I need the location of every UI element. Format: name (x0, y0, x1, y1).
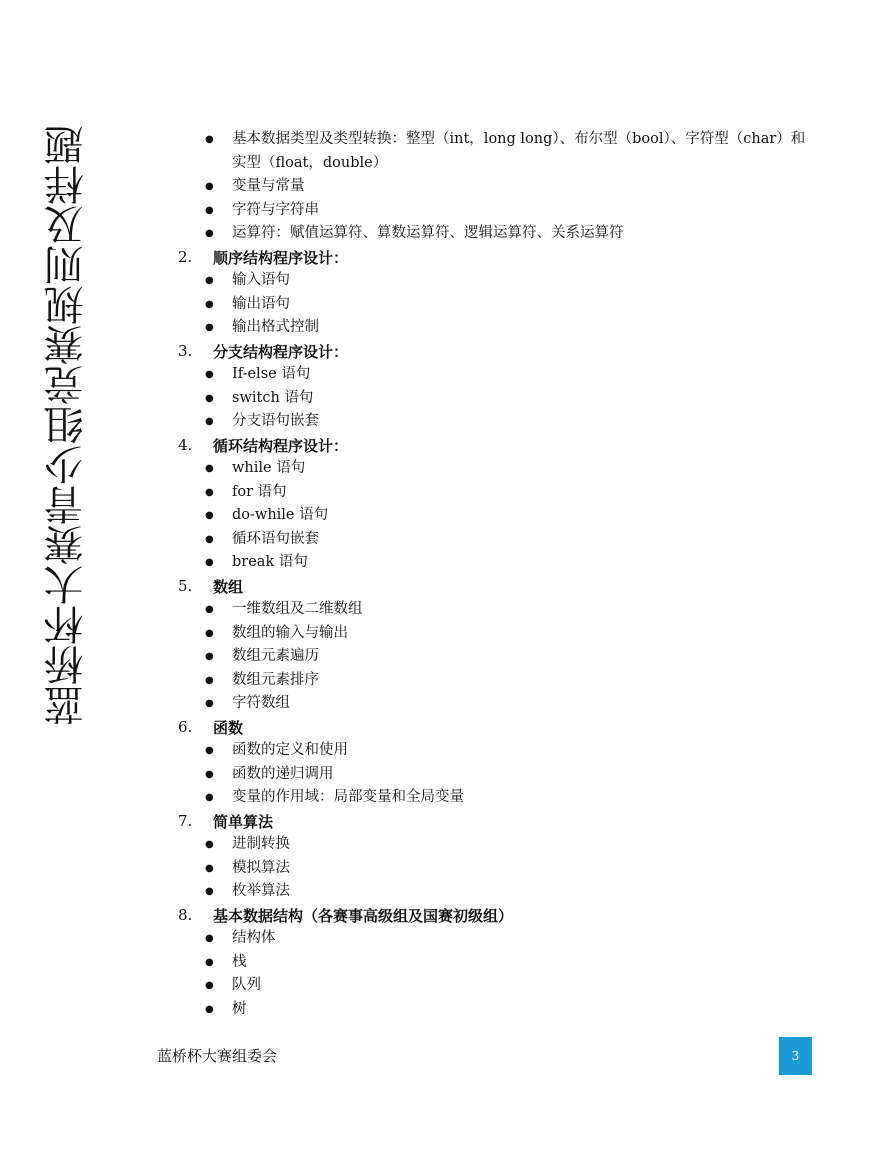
bullet-icon: ● (205, 204, 214, 216)
list-item-text: 数组的输入与输出 (232, 624, 348, 641)
section (178, 810, 818, 904)
list-item-text: 输出语句 (232, 295, 290, 312)
bullet-icon: ● (205, 886, 214, 897)
list-item (178, 128, 818, 175)
bullet-list (178, 598, 818, 716)
list-item-text: 输出格式控制 (232, 319, 319, 335)
section-title: 数组 (213, 577, 244, 596)
section-number: 5. (178, 577, 193, 596)
section-number: 8. (178, 906, 193, 925)
bullet-icon: ● (205, 933, 214, 944)
list-item (178, 504, 818, 528)
bullet-icon: ● (205, 181, 214, 192)
bullet-icon: ● (205, 369, 214, 380)
footer-organization: 蓝桥杯大赛组委会 (157, 1047, 278, 1065)
list-item (178, 833, 818, 857)
section-number: 2. (178, 248, 193, 267)
list-item (178, 622, 818, 646)
bullet-icon: ● (205, 768, 214, 780)
section-heading (178, 434, 818, 458)
list-item (178, 551, 818, 575)
bullet-icon: ● (205, 980, 214, 991)
list-item-text: 队列 (232, 977, 261, 993)
list-item (178, 598, 818, 622)
page-number-badge (779, 1037, 812, 1075)
bullet-icon: ● (205, 416, 214, 427)
list-item-text: 栈 (232, 953, 247, 970)
list-item-text: 进制转换 (232, 836, 290, 852)
section-heading (178, 810, 818, 834)
list-item-text: do-while 语句 (232, 507, 329, 523)
bullet-list (178, 927, 818, 1021)
list-item-text: 循环语句嵌套 (232, 530, 319, 547)
list-item (178, 786, 818, 810)
list-item (178, 387, 818, 411)
list-item-text: 树 (232, 1000, 247, 1017)
bullet-icon: ● (205, 392, 214, 404)
list-item (178, 199, 818, 223)
list-item (178, 645, 818, 669)
list-item (178, 669, 818, 693)
list-item-text: switch 语句 (232, 389, 314, 406)
list-item (178, 951, 818, 975)
section (178, 575, 818, 716)
bullet-icon: ● (205, 533, 214, 545)
bullet-icon: ● (205, 510, 214, 521)
bullet-icon: ● (205, 275, 214, 286)
list-item-text: 变量的作用域：局部变量和全局变量 (232, 789, 464, 805)
section-heading (178, 246, 818, 270)
list-item-text: while 语句 (232, 460, 306, 476)
bullet-icon: ● (205, 956, 214, 968)
bullet-list (178, 128, 818, 246)
list-item (178, 316, 818, 340)
page-number: 3 (791, 1049, 800, 1063)
section-title: 函数 (213, 718, 244, 737)
section-number: 3. (178, 342, 193, 361)
bullet-icon: ● (205, 463, 214, 474)
list-item (178, 293, 818, 317)
bullet-icon: ● (205, 627, 214, 639)
list-item (178, 269, 818, 293)
section-number: 4. (178, 436, 193, 455)
bullet-icon: ● (205, 1003, 214, 1015)
bullet-icon: ● (205, 322, 214, 333)
list-item (178, 175, 818, 199)
bullet-icon: ● (205, 862, 214, 874)
bullet-icon: ● (205, 604, 214, 615)
list-item-text: break 语句 (232, 554, 308, 570)
bullet-list (178, 833, 818, 904)
bullet-icon: ● (205, 792, 214, 803)
list-item-text: 字符数组 (232, 695, 290, 711)
list-item-text: 分支语句嵌套 (232, 413, 319, 429)
list-item (178, 692, 818, 716)
section-heading (178, 904, 818, 928)
list-item-text: 结构体 (232, 930, 276, 946)
list-item-text: If-else 语句 (232, 366, 311, 382)
list-item-text: 枚举算法 (232, 883, 290, 899)
bullet-icon: ● (205, 651, 214, 662)
list-item (178, 528, 818, 552)
list-item-text: 一维数组及二维数组 (232, 601, 363, 617)
list-item (178, 880, 818, 904)
list-item-text: 数组元素排序 (232, 671, 319, 688)
side-title (40, 125, 92, 725)
bullet-icon: ● (205, 486, 214, 498)
section-title: 顺序结构程序设计： (213, 248, 349, 267)
section-heading (178, 340, 818, 364)
list-item (178, 763, 818, 787)
list-item (178, 410, 818, 434)
bullet-icon: ● (205, 134, 214, 145)
bullet-list (178, 739, 818, 810)
section-title: 分支结构程序设计： (213, 342, 349, 361)
list-item-text: 变量与常量 (232, 178, 305, 194)
list-item (178, 927, 818, 951)
list-item-text: 输入语句 (232, 272, 290, 288)
bullet-icon: ● (205, 228, 214, 239)
section (178, 434, 818, 575)
bullet-icon: ● (205, 839, 214, 850)
list-item (178, 739, 818, 763)
list-item-text: 基本数据类型及类型转换：整型（int，long long）、布尔型（bool）、字符型（char）和实型（float，double） (232, 131, 806, 171)
section (178, 716, 818, 810)
list-item-text: 模拟算法 (232, 859, 290, 876)
section (178, 340, 818, 434)
section-title: 基本数据结构（各赛事高级组及国赛初级组） (213, 906, 514, 925)
bullet-icon: ● (205, 745, 214, 756)
side-title-text: 蓝桥杯大赛青少组竞赛规则及样题 (43, 125, 90, 725)
list-item-text: 函数的递归调用 (232, 765, 334, 782)
bullet-list (178, 363, 818, 434)
list-item (178, 857, 818, 881)
list-item (178, 481, 818, 505)
section-number: 7. (178, 812, 193, 831)
list-item-text: 字符与字符串 (232, 201, 319, 218)
list-item (178, 998, 818, 1022)
list-item-text: 运算符：赋值运算符、算数运算符、逻辑运算符、关系运算符 (232, 225, 624, 241)
bullet-icon: ● (205, 557, 214, 568)
list-item (178, 974, 818, 998)
list-item (178, 222, 818, 246)
bullet-icon: ● (205, 298, 214, 310)
list-item (178, 363, 818, 387)
section-title: 简单算法 (213, 812, 274, 831)
section-number: 6. (178, 718, 193, 737)
section-heading (178, 716, 818, 740)
list-item-text: 函数的定义和使用 (232, 742, 348, 758)
section (178, 246, 818, 340)
bullet-icon: ● (205, 674, 214, 686)
section-heading (178, 575, 818, 599)
section (178, 128, 818, 246)
list-item-text: 数组元素遍历 (232, 648, 319, 664)
section-title: 循环结构程序设计： (213, 436, 349, 455)
bullet-list (178, 269, 818, 340)
bullet-icon: ● (205, 698, 214, 709)
list-item (178, 457, 818, 481)
document-body (178, 128, 818, 1021)
list-item-text: for 语句 (232, 483, 287, 500)
bullet-list (178, 457, 818, 575)
section (178, 904, 818, 1022)
